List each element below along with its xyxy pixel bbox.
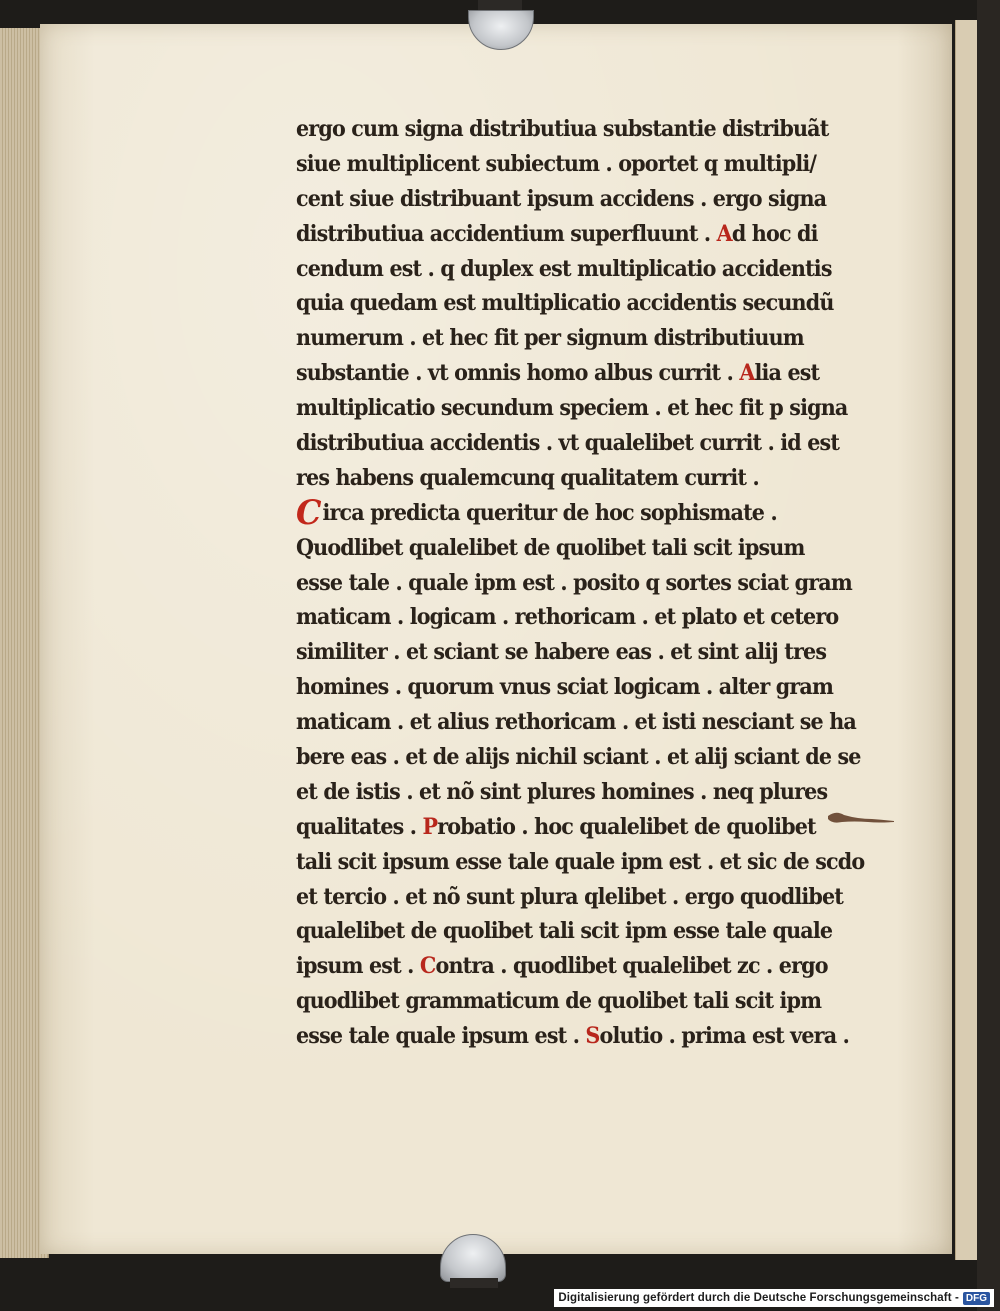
- text-run: esse tale quale ipsum est .: [296, 1023, 586, 1050]
- text-run: siue multiplicent subiectum . oportet q multipli/: [296, 150, 817, 177]
- text-run: d hoc di: [731, 220, 818, 247]
- text-run: res habens qualemcunq qualitatem currit .: [296, 464, 759, 491]
- text-run: quia quedam est multiplicatio accidentis secundũ: [296, 290, 834, 317]
- text-line: [296, 949, 828, 984]
- text-run: ontra . quodlibet qualelibet zc . ergo: [435, 953, 828, 980]
- text-run: bere eas . et de alijs nichil sciant . et alij sciant de se: [296, 744, 861, 771]
- text-line: [296, 1019, 849, 1054]
- text-run: ipsum est .: [296, 953, 420, 980]
- text-run: tali scit ipsum esse tale quale ipm est . et sic de scdo: [296, 848, 865, 875]
- text-run: lia est: [754, 360, 820, 387]
- text-line: [296, 426, 840, 461]
- text-line: [296, 531, 819, 566]
- funding-caption: Digitalisierung gefördert durch die Deutsche Forschungsgemeinschaft -: [558, 1292, 959, 1304]
- text-line: [296, 810, 819, 845]
- ink-blot: [828, 810, 894, 824]
- text-run: esse tale . quale ipm est . posito q sortes sciat gram: [296, 569, 852, 596]
- text-run: Quodlibet qualelibet de quolibet tali scit ipsum: [296, 534, 805, 561]
- text-run: olutio . prima est vera .: [599, 1023, 849, 1050]
- text-run: et de istis . et nõ sint plures homines . neq plures: [296, 778, 828, 805]
- text-line: [296, 356, 819, 391]
- text-line: [296, 182, 827, 217]
- rubric-letter: A: [739, 360, 755, 387]
- text-line: [296, 492, 819, 533]
- text-line: [296, 321, 819, 356]
- text-run: et tercio . et nõ sunt plura qlelibet . ergo quodlibet: [296, 883, 844, 910]
- rubric-letter: P: [422, 813, 438, 840]
- text-line: [296, 461, 819, 496]
- text-line: [296, 670, 834, 705]
- background-strip: [977, 0, 1000, 1311]
- text-run: maticam . et alius rethoricam . et isti nesciant se ha: [296, 709, 856, 736]
- text-run: distributiua accidentis . vt qualelibet currit . id est: [296, 430, 840, 457]
- right-page-edge: [955, 20, 978, 1260]
- text-run: ergo cum signa distributiua substantie distribuãt: [296, 116, 829, 142]
- text-line: [296, 845, 865, 880]
- rubric-letter: S: [585, 1023, 600, 1050]
- incunable-text-block: [296, 112, 865, 1054]
- text-run: robatio . hoc qualelibet de quolibet: [437, 813, 816, 840]
- text-line: [296, 600, 839, 635]
- bottom-clamp-bar: [450, 1278, 498, 1288]
- text-line: [296, 880, 844, 915]
- text-line: [296, 566, 852, 601]
- rubricated-initial: C: [296, 492, 321, 533]
- text-run: cendum est . q duplex est multiplicatio accidentis: [296, 255, 832, 282]
- text-run: homines . quorum vnus sciat logicam . alter gram: [296, 674, 834, 701]
- text-line: [296, 252, 832, 287]
- dfg-logo: DFG: [963, 1292, 990, 1305]
- text-line: [296, 147, 819, 182]
- text-run: numerum . et hec fit per signum distributiuum: [296, 325, 804, 352]
- text-line: [296, 112, 829, 147]
- text-run: maticam . logicam . rethoricam . et plato et cetero: [296, 604, 839, 631]
- text-line: [296, 286, 834, 321]
- text-run: similiter . et sciant se habere eas . et sint alij tres: [296, 639, 827, 666]
- text-line: [296, 217, 819, 252]
- text-run: distributiua accidentium superfluunt .: [296, 220, 717, 247]
- text-run: quodlibet grammaticum de quolibet tali scit ipm: [296, 988, 822, 1015]
- text-run: cent siue distribuant ipsum accidens . ergo signa: [296, 185, 827, 212]
- text-run: substantie . vt omnis homo albus currit .: [296, 360, 740, 387]
- text-run: irca predicta queritur de hoc sophismate .: [322, 499, 777, 526]
- text-line: [296, 391, 848, 426]
- text-run: qualelibet de quolibet tali scit ipm esse tale quale: [296, 918, 833, 945]
- text-run: multiplicatio secundum speciem . et hec fit p signa: [296, 395, 848, 422]
- text-line: [296, 635, 827, 670]
- text-line: [296, 705, 856, 740]
- rubric-letter: A: [716, 220, 732, 247]
- rubric-letter: C: [419, 953, 436, 980]
- text-line: [296, 914, 833, 949]
- text-line: [296, 740, 861, 775]
- text-line: [296, 775, 828, 810]
- text-run: qualitates .: [296, 813, 423, 840]
- funding-footer: [554, 1289, 994, 1307]
- text-line: [296, 984, 822, 1019]
